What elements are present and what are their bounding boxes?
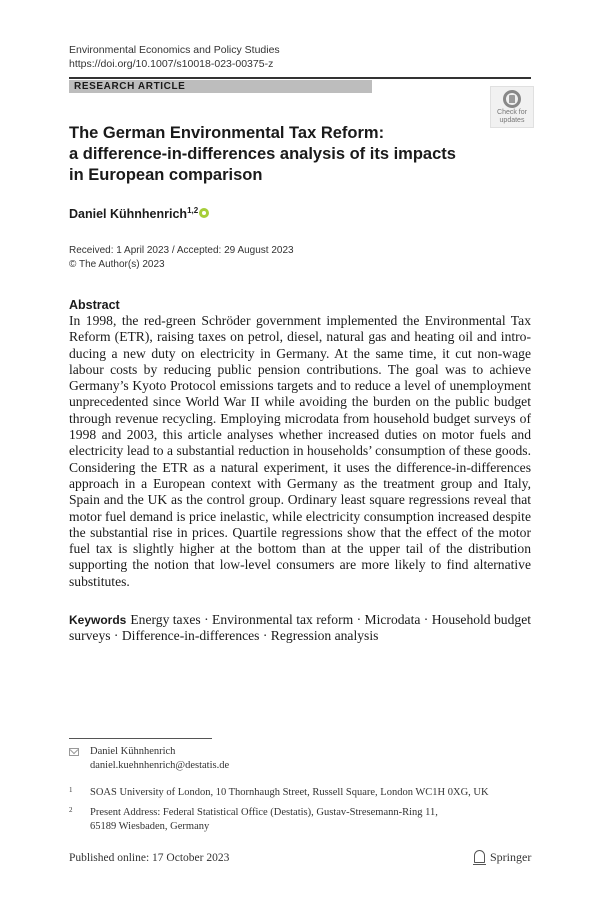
author-affiliation-refs: 1,2	[187, 206, 199, 215]
affiliation-2-text-line-1: Present Address: Federal Statistical Office (Destatis), Gustav-Stresemann-Ring 11,	[90, 807, 438, 818]
doi-link[interactable]: https://doi.org/10.1007/s10018-023-00375-z	[69, 58, 274, 70]
article-title	[69, 123, 489, 186]
affiliation-1-number: 1	[69, 786, 73, 794]
copyright: © The Author(s) 2023	[69, 258, 165, 270]
article-dates	[69, 244, 294, 271]
check-for-updates-button[interactable]	[490, 86, 534, 128]
keywords-list: Energy taxes · Environmental tax reform · Microdata · Household budget surveys · Difference-in-differences · Regression analysis	[69, 612, 532, 644]
author-name[interactable]: Daniel Kühnhenrich	[69, 207, 188, 222]
abstract-heading: Abstract	[69, 298, 120, 312]
header-rule	[69, 77, 531, 79]
journal-header	[69, 43, 280, 71]
article-type-label: RESEARCH ARTICLE	[74, 81, 186, 92]
envelope-icon	[69, 748, 79, 756]
springer-horse-icon	[474, 850, 485, 863]
correspondence-email[interactable]: daniel.kuehnhenrich@destatis.de	[90, 760, 230, 771]
affiliation-1-text: SOAS University of London, 10 Thornhaugh Street, Russell Square, London WC1H 0XG, UK	[90, 787, 489, 798]
article-type-bar	[69, 80, 372, 93]
affiliation-2-number: 2	[69, 806, 73, 814]
published-online: Published online: 17 October 2023	[69, 852, 230, 864]
journal-name: Environmental Economics and Policy Studies	[69, 44, 280, 56]
keywords	[69, 612, 531, 645]
publisher-logo	[474, 850, 531, 865]
title-line-2: a difference-in-differences analysis of its impacts	[69, 145, 456, 163]
keywords-heading: Keywords	[69, 613, 127, 627]
affiliation-2-text-line-2: 65189 Wiesbaden, Germany	[90, 821, 210, 832]
received-accepted: Received: 1 April 2023 / Accepted: 29 August 2023	[69, 245, 294, 256]
title-line-1: The German Environmental Tax Reform:	[69, 124, 385, 142]
title-line-3: in European comparison	[69, 166, 263, 184]
crossmark-label-1: Check for	[497, 109, 527, 116]
crossmark-label-2: updates	[499, 117, 525, 124]
orcid-icon[interactable]	[199, 208, 209, 218]
abstract-text: In 1998, the red-green Schröder government implemented the Environmental Tax Reform (ETR), raising taxes on petrol, diesel, natural gas and heating oil and introducing a new duty on electricity in Germany. At the same time, it cut non-wage labour costs by reducing public pension contributions. The goal was to achieve Germany’s Kyoto Protocol emissions targets and to reduce a level of unemployment unprecedented since World War II while avoiding the burden on the public budget through revenue recycling. Employing microdata from household budget surveys of 1998 and 2003, this article analyses whether increased duties on motor fuels and electricity lead to a substantial reduction in households’ consumption of these goods. Considering the ETR as a natural experiment, it uses the difference-in-differences approach in a European context with Germany as the treatment group and Italy, Spain and the UK as the control group. Ordinary least square regressions reveal that motor fuel demand is price inelastic, while electricity consumption increased despite the substantial rise in prices. Quartile regressions show that the effect of the motor fuel tax is slightly higher at the bottom than at the upper tail of the distribution supporting the notion that low-level consumers are more likely to find alternative substitutes.	[69, 313, 531, 589]
correspondence-name: Daniel Kühnhenrich	[90, 746, 176, 757]
crossmark-icon	[503, 90, 521, 108]
footnote-rule	[69, 738, 212, 739]
publisher-name: Springer	[490, 850, 532, 864]
author-line	[69, 206, 209, 221]
